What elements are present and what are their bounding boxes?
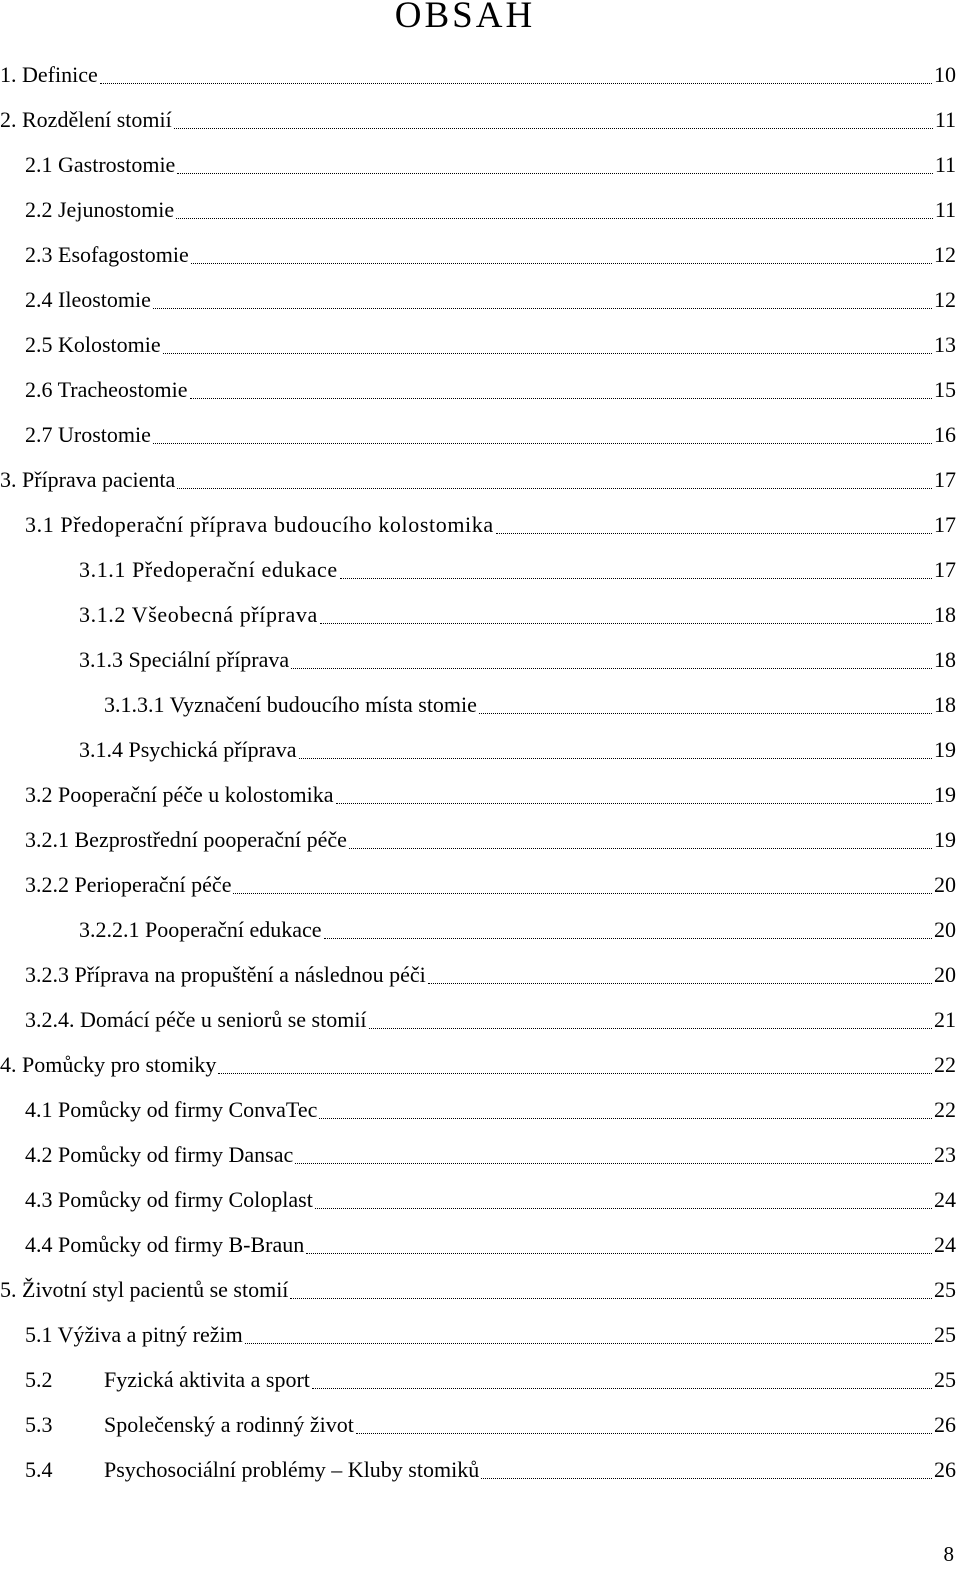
toc-entry-label: Fyzická aktivita a sport [104,1367,310,1392]
dot-leader [190,367,932,412]
toc-entry-page: 26 [934,1412,956,1437]
toc-entry-label: 2.4 Ileostomie [25,287,151,312]
dot-leader [336,772,932,817]
toc-entry[interactable] [0,817,960,862]
toc-entry[interactable] [0,592,960,637]
toc-entry-page: 21 [934,1007,956,1032]
dot-leader [295,1132,932,1177]
dot-leader [496,502,932,547]
toc-entry-label: 2.1 Gastrostomie [25,152,176,177]
toc-entry-label: 2.5 Kolostomie [25,332,161,357]
dot-leader [245,1312,932,1357]
toc-entry[interactable] [0,1222,960,1267]
dot-leader [320,592,932,637]
toc-entry[interactable] [0,772,960,817]
dot-leader [153,412,932,457]
toc-entry-label: 3.1.3 Speciální příprava [79,647,290,672]
toc-entry-page: 24 [934,1187,956,1212]
dot-leader [324,907,932,952]
toc-entry-label: 2.2 Jejunostomie [25,197,175,222]
toc-entry[interactable] [0,412,960,457]
toc-entry-page: 13 [934,332,956,357]
toc-entry-number: 5.4 [25,1457,53,1482]
toc-entry[interactable] [0,1042,960,1087]
dot-leader [176,187,933,232]
toc-entry-page: 12 [934,287,956,312]
toc-entry[interactable] [0,142,960,187]
toc-entry[interactable] [0,1177,960,1222]
dot-leader [356,1402,932,1447]
toc-entry-page: 15 [934,377,956,402]
toc-entry[interactable] [0,547,960,592]
toc-entry-label: 3.2 Pooperační péče u kolostomika [25,782,334,807]
dot-leader [306,1222,932,1267]
toc-entry-label: 2.6 Tracheostomie [25,377,188,402]
toc-entry-label: Psychosociální problémy – Kluby stomiků [104,1457,480,1482]
toc-entry-page: 20 [934,872,956,897]
toc-entry-page: 19 [934,737,956,762]
dot-leader [177,142,932,187]
toc-entry-page: 25 [934,1367,956,1392]
toc-entry-page: 25 [934,1277,956,1302]
toc-entry-page: 12 [934,242,956,267]
toc-entry[interactable] [0,97,960,142]
toc-entry-page: 17 [934,467,956,492]
toc-entry-page: 16 [934,422,956,447]
toc-entry-number: 5.2 [25,1367,53,1392]
toc-entry[interactable] [0,52,960,97]
page-number: 8 [943,1542,954,1566]
toc-entry-label: 3.1.1 Předoperační edukace [79,557,338,582]
toc-entry-page: 11 [934,152,956,177]
toc-entry-label: 4.2 Pomůcky od firmy Dansac [25,1142,294,1167]
dot-leader [290,1267,932,1312]
toc-entry-label: 4.3 Pomůcky od firmy Coloplast [25,1187,313,1212]
toc-entry-label: Společenský a rodinný život [104,1412,354,1437]
toc-entry-page: 20 [934,917,956,942]
toc-entry-page: 24 [934,1232,956,1257]
toc-entry-page: 10 [934,62,956,87]
toc-entry-label: 3.1 Předoperační příprava budoucího kolostomika [25,512,494,537]
toc-entry[interactable] [0,952,960,997]
toc-entry-page: 26 [934,1457,956,1482]
toc-entry[interactable] [0,232,960,277]
toc-entry-label: 3.1.4 Psychická příprava [79,737,297,762]
dot-leader [233,862,932,907]
toc-entry-page: 11 [934,107,956,132]
toc-entry-label: 5.1 Výživa a pitný režim [25,1322,243,1347]
toc-entry-page: 18 [934,647,956,672]
toc-entry-number: 5.3 [25,1412,53,1437]
dot-leader [340,547,932,592]
toc-entry[interactable] [0,502,960,547]
toc-entry-page: 23 [934,1142,956,1167]
table-of-contents [0,52,960,1492]
toc-entry[interactable] [0,1087,960,1132]
toc-entry-page: 22 [934,1097,956,1122]
toc-entry-label: 4.4 Pomůcky od firmy B-Braun [25,1232,305,1257]
toc-entry-page: 19 [934,827,956,852]
toc-entry-label: 3.2.2 Perioperační péče [25,872,232,897]
toc-entry-label: 5. Životní styl pacientů se stomií [0,1277,289,1302]
toc-entry[interactable] [0,1132,960,1177]
toc-title: OBSAH [394,0,536,36]
dot-leader [428,952,932,997]
dot-leader [153,277,932,322]
toc-entry[interactable] [0,862,960,907]
dot-leader [177,457,932,502]
toc-entry-page: 17 [934,512,956,537]
dot-leader [174,97,933,142]
toc-entry-label: 2. Rozdělení stomií [0,107,172,132]
toc-entry[interactable] [0,1447,960,1492]
toc-entry[interactable] [0,457,960,502]
toc-entry[interactable] [0,997,960,1042]
toc-entry-page: 22 [934,1052,956,1077]
dot-leader [312,1357,932,1402]
toc-entry-label: 3.2.3 Příprava na propuštění a následnou péči [25,962,426,987]
toc-entry[interactable] [0,187,960,232]
toc-entry[interactable] [0,1402,960,1447]
dot-leader [319,1087,932,1132]
toc-entry[interactable] [0,1312,960,1357]
toc-entry-label: 4.1 Pomůcky od firmy ConvaTec [25,1097,318,1122]
toc-entry-label: 3.2.1 Bezprostřední pooperační péče [25,827,347,852]
toc-entry-label: 1. Definice [0,62,98,87]
toc-entry-page: 19 [934,782,956,807]
dot-leader [369,997,932,1042]
toc-entry-page: 18 [934,602,956,627]
toc-entry[interactable] [0,367,960,412]
dot-leader [218,1042,932,1087]
dot-leader [100,52,932,97]
toc-entry-label: 3.1.3.1 Vyznačení budoucího místa stomie [104,692,477,717]
dot-leader [191,232,932,277]
toc-entry-page: 11 [934,197,956,222]
dot-leader [315,1177,932,1222]
dot-leader [163,322,932,367]
toc-entry-label: 3. Příprava pacienta [0,467,176,492]
toc-entry[interactable] [0,637,960,682]
toc-entry-page: 20 [934,962,956,987]
toc-entry[interactable] [0,907,960,952]
toc-entry[interactable] [0,682,960,727]
dot-leader [349,817,932,862]
toc-entry-label: 4. Pomůcky pro stomiky [0,1052,217,1077]
toc-entry[interactable] [0,1267,960,1312]
toc-entry-label: 3.1.2 Všeobecná příprava [79,602,318,627]
dot-leader [479,682,932,727]
toc-entry-label: 2.7 Urostomie [25,422,151,447]
dot-leader [299,727,933,772]
toc-entry-page: 18 [934,692,956,717]
toc-entry-page: 25 [934,1322,956,1347]
toc-entry-label: 3.2.4. Domácí péče u seniorů se stomií [25,1007,367,1032]
toc-entry[interactable] [0,322,960,367]
toc-entry-label: 2.3 Esofagostomie [25,242,189,267]
toc-entry-page: 17 [934,557,956,582]
dot-leader [481,1447,932,1492]
toc-entry[interactable] [0,1357,960,1402]
toc-entry[interactable] [0,277,960,322]
dot-leader [291,637,932,682]
toc-entry[interactable] [0,727,960,772]
toc-entry-label: 3.2.2.1 Pooperační edukace [79,917,322,942]
